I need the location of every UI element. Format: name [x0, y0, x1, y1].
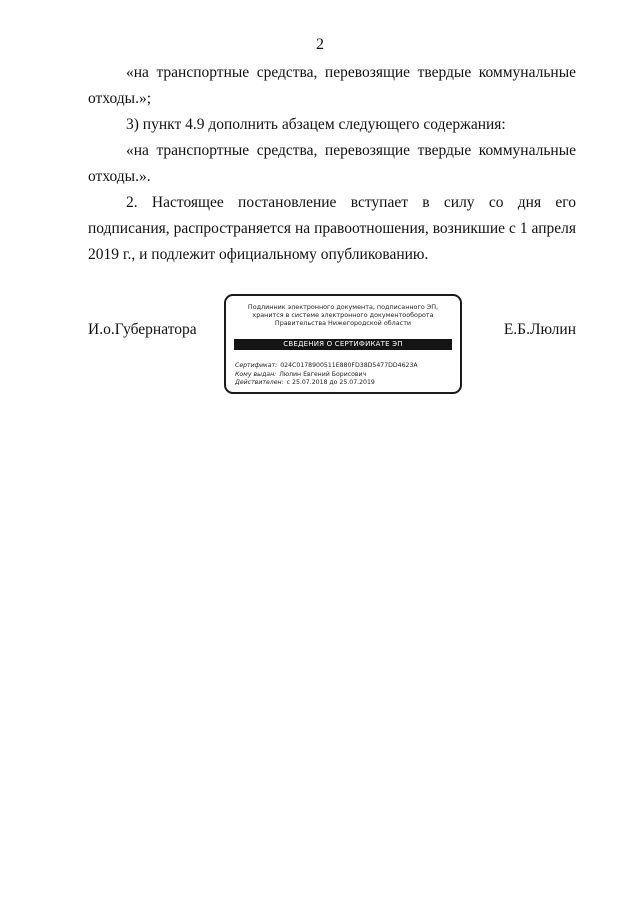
paragraph-quote-1: «на транспортные средства, перевозящие твердые коммунальные отходы.»; [88, 64, 576, 107]
certificate-value: 024C0178900511E880FD38D5477DD4623A [280, 362, 418, 369]
paragraph-quote-2: «на транспортные средства, перевозящие твердые коммунальные отходы.». [88, 142, 576, 185]
document-body [88, 60, 576, 268]
certificate-label: Сертификат: [235, 362, 278, 369]
validity-label: Действителен: [235, 379, 284, 387]
issued-to-value: Люлин Евгений Борисович [279, 370, 367, 378]
page-number: 2 [316, 36, 324, 53]
issued-to-label: Кому выдан: [235, 370, 277, 378]
stamp-certificate-details [235, 362, 454, 388]
paragraph-item-3: 3) пункт 4.9 дополнить абзацем следующего содержания: [126, 116, 506, 133]
stamp-header-line: Правительства Нижегородской области [274, 319, 412, 328]
electronic-signature-stamp [224, 294, 462, 394]
stamp-banner: СВЕДЕНИЯ О СЕРТИФИКАТЕ ЭП [234, 339, 452, 350]
issued-to-row [235, 371, 454, 380]
stamp-header-line: хранится в системе электронного документооборота [252, 311, 434, 320]
validity-value: с 25.07.2018 до 25.07.2019 [286, 379, 375, 387]
signer-name: Е.Б.Люлин [503, 321, 576, 338]
signature-block [88, 294, 576, 400]
stamp-header-line: Подлинник электронного документа, подписанного ЭП, [247, 303, 439, 311]
validity-row [235, 379, 454, 388]
signer-title: И.о.Губернатора [88, 321, 197, 338]
stamp-header [232, 303, 454, 328]
paragraph-clause-2: 2. Настоящее постановление вступает в силу со дня его подписания, распространяется на правоотношения, возникшие с 1 апреля 2019 г., и подлежит официальному опубликованию. [88, 194, 576, 263]
certificate-row [235, 362, 454, 371]
